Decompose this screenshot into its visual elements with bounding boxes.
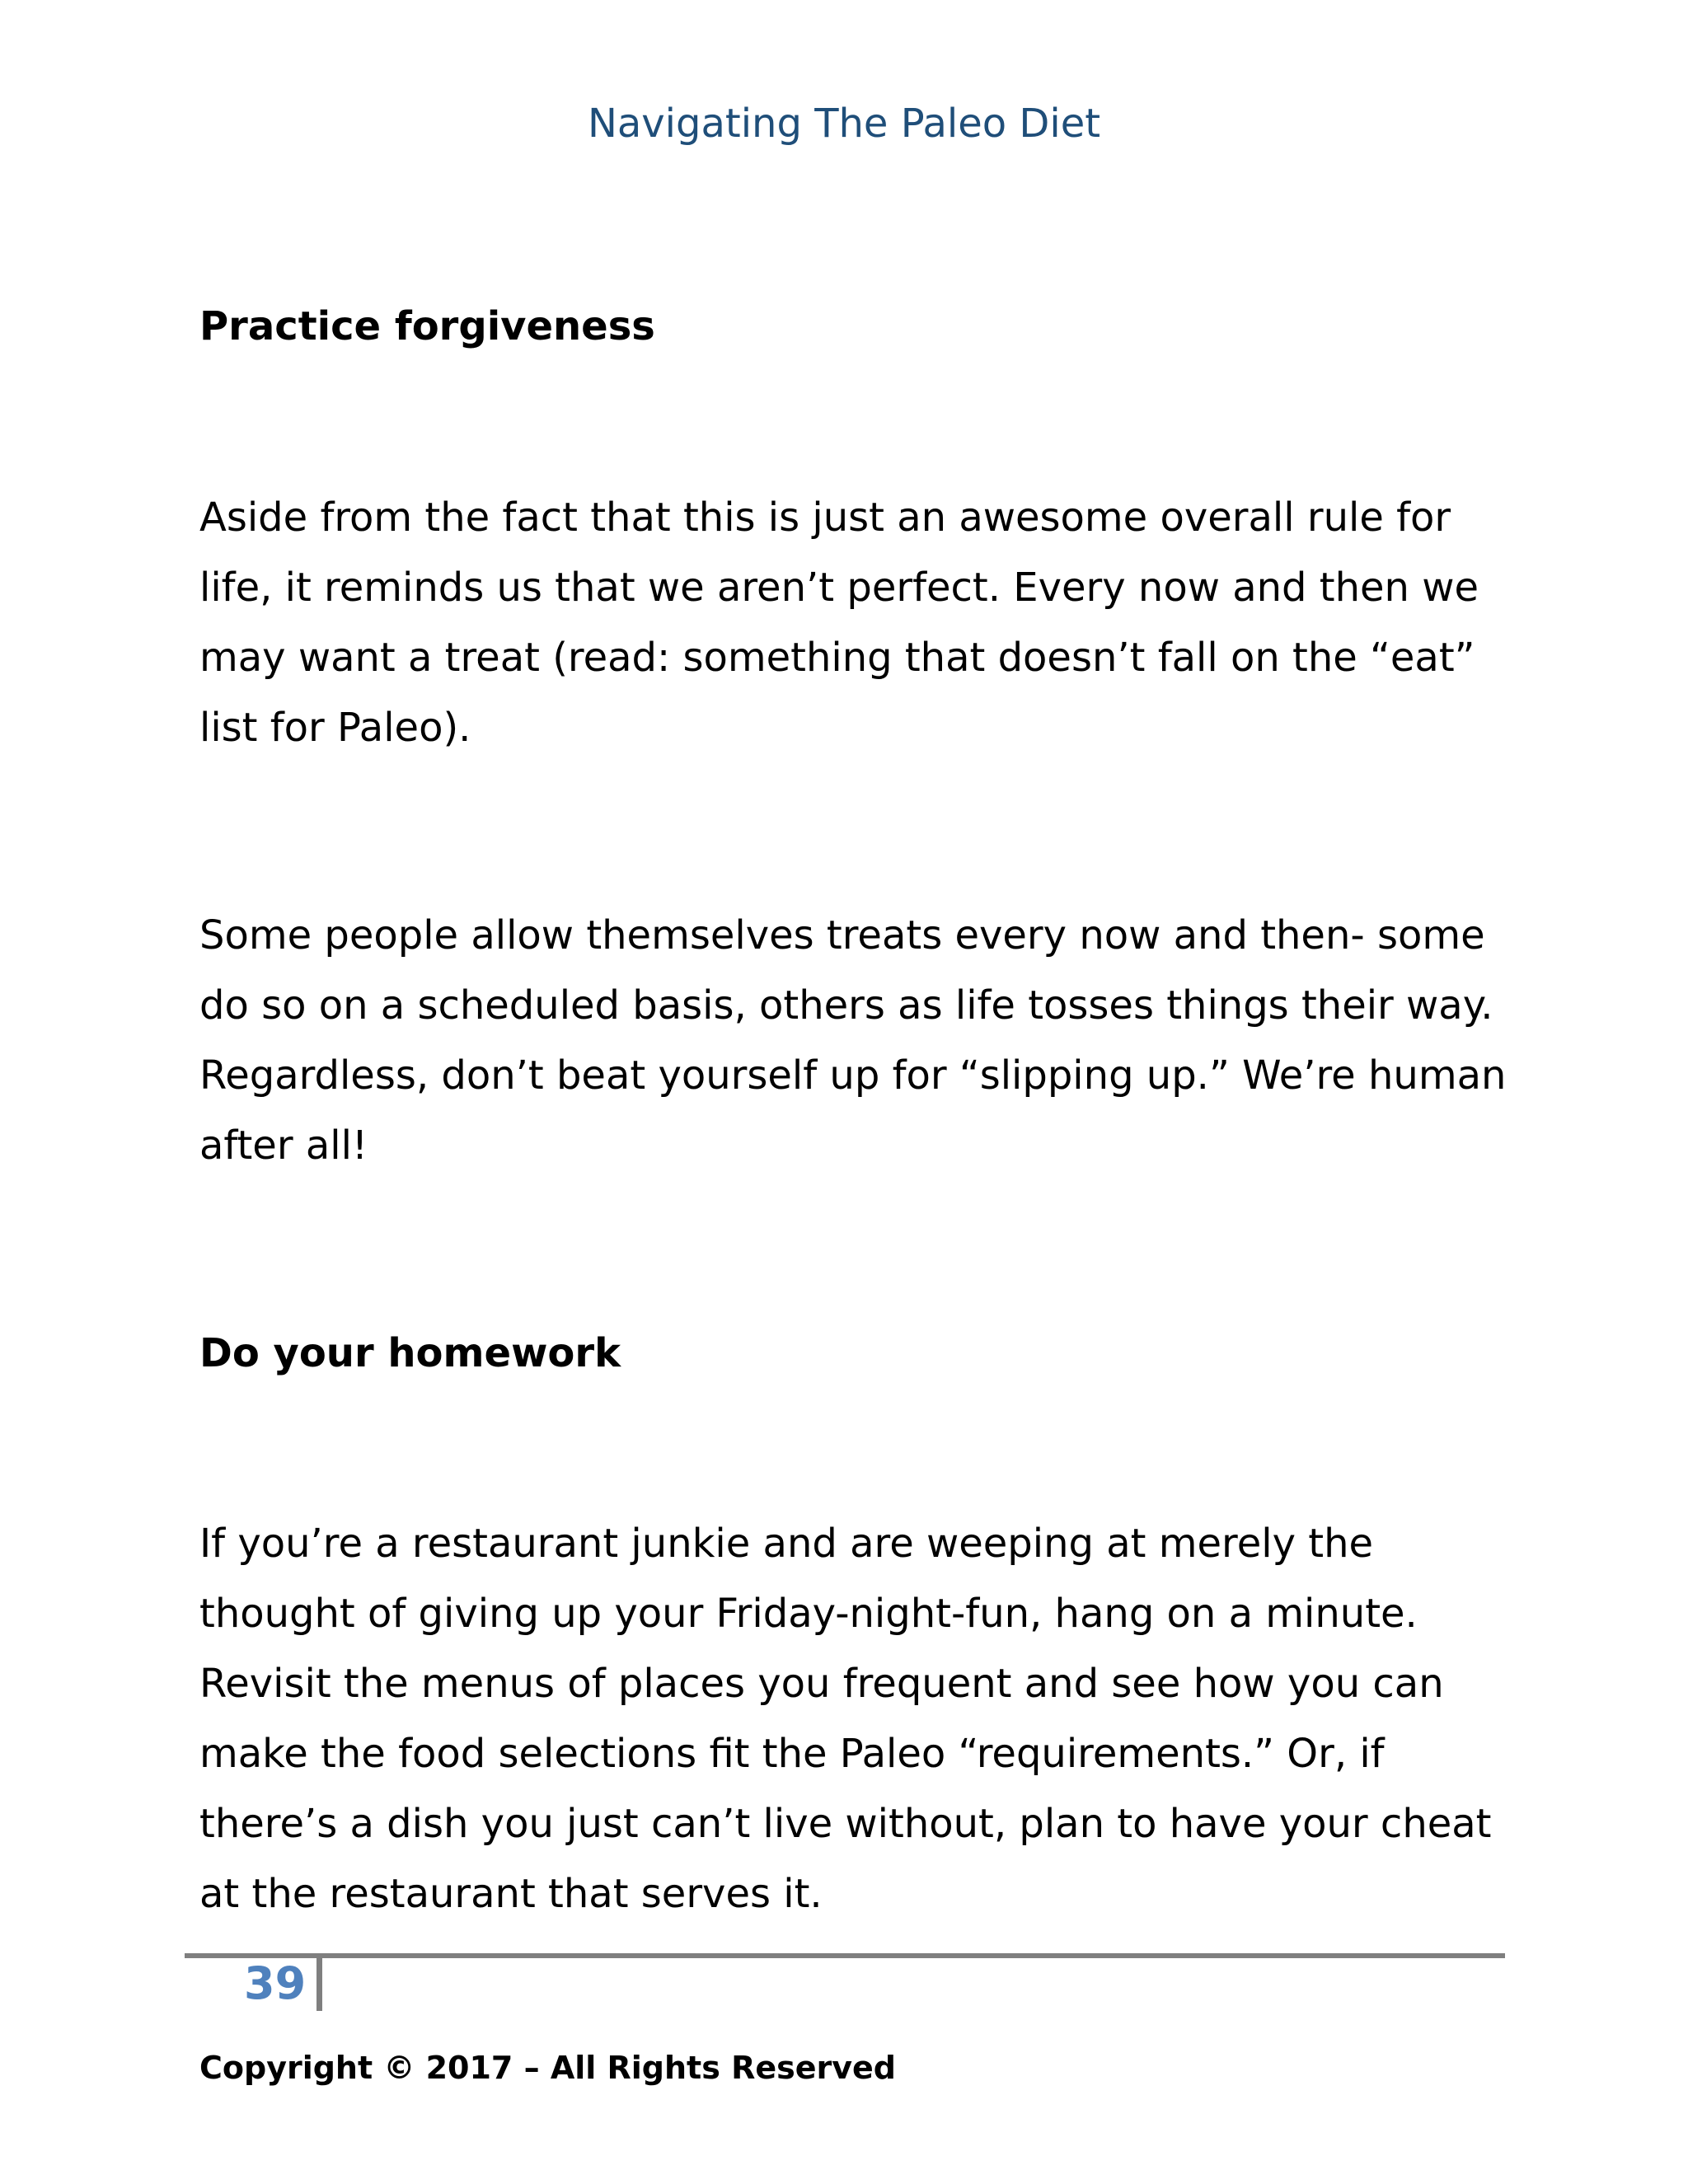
text-line: life, it reminds us that we aren’t perfect. Every now and then we: [199, 565, 1479, 611]
section-heading-practice-forgiveness: Practice forgiveness: [199, 303, 655, 349]
paragraph-forgiveness-2: [199, 901, 1506, 1181]
text-line: may want a treat (read: something that doesn’t fall on the “eat”: [199, 635, 1475, 681]
running-header-title: Navigating The Paleo Diet: [587, 101, 1101, 147]
page-number: 39: [244, 1957, 307, 2009]
text-line: there’s a dish you just can’t live without, plan to have your cheat: [199, 1801, 1492, 1847]
text-line: after all!: [199, 1122, 368, 1169]
page-number-divider: [316, 1957, 322, 2011]
text-line: Revisit the menus of places you frequent and see how you can: [199, 1661, 1444, 1707]
text-line: make the food selections fit the Paleo “requirements.” Or, if: [199, 1731, 1385, 1777]
copyright-notice: Copyright © 2017 – All Rights Reserved: [199, 2050, 896, 2086]
text-line: Regardless, don’t beat yourself up for “slipping up.” We’re human: [199, 1052, 1507, 1099]
text-line: list for Paleo).: [199, 705, 471, 751]
text-line: at the restaurant that serves it.: [199, 1871, 823, 1917]
text-line: do so on a scheduled basis, others as life tosses things their way.: [199, 982, 1493, 1029]
text-line: Aside from the fact that this is just an awesome overall rule for: [199, 494, 1451, 541]
footer-divider: [185, 1953, 1505, 1958]
text-line: thought of giving up your Friday-night-fun, hang on a minute.: [199, 1591, 1418, 1637]
paragraph-homework-1: [199, 1509, 1492, 1929]
section-heading-do-your-homework: Do your homework: [199, 1330, 621, 1376]
paragraph-forgiveness-1: [199, 483, 1479, 763]
text-line: If you’re a restaurant junkie and are weeping at merely the: [199, 1521, 1374, 1567]
text-line: Some people allow themselves treats every now and then- some: [199, 912, 1485, 958]
